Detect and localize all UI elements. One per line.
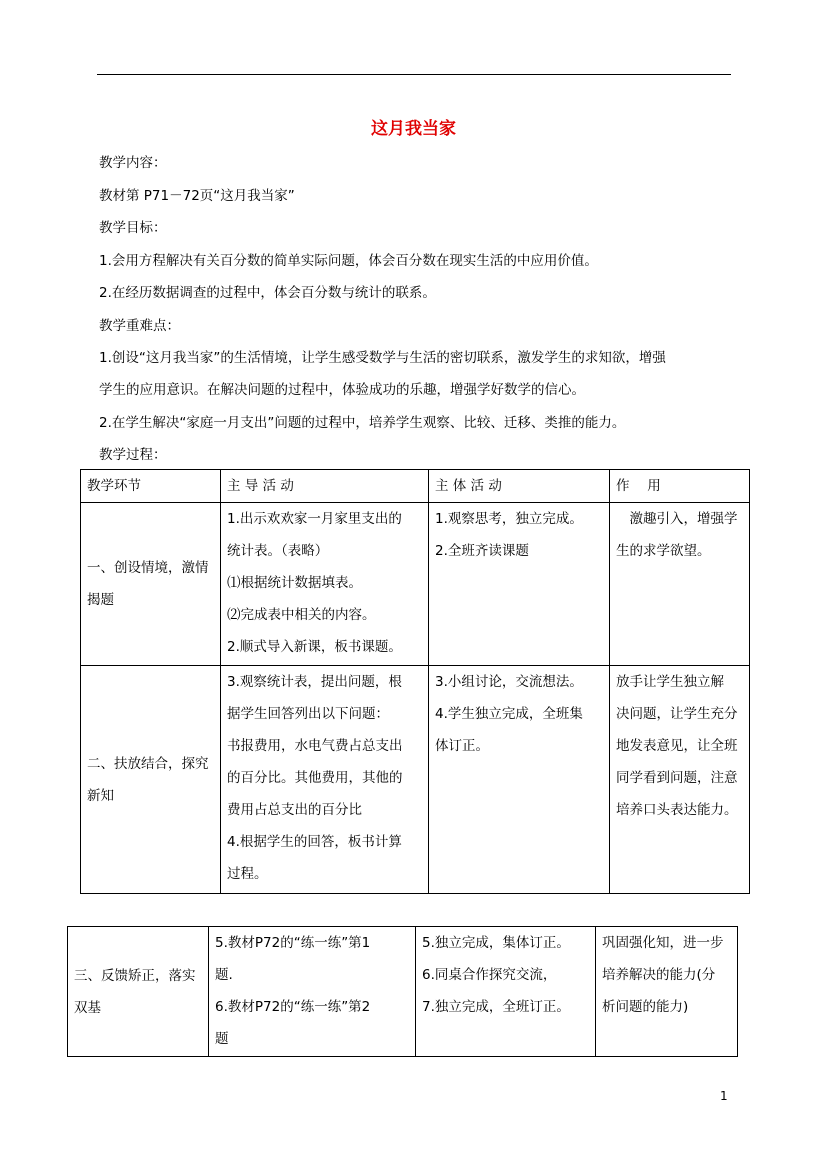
lead-activity-cell: 3.观察统计表，提出问题，根 据学生回答列出以下问题： 书报费用，水电气费占总支出 的百分比。其他费用，其他的 费用占总支出的百分比 4.根据学生的回答，板书计算 过程。 [221, 666, 429, 894]
lead-activity-cell: 1.出示欢欢家一月家里支出的 统计表。（表略） ⑴根据统计数据填表。 ⑵完成表中相关的内容。 2.顺式导入新课，板书课题。 [221, 503, 429, 666]
text-line: 教材第 P71－72页“这月我当家” [99, 188, 295, 204]
header-lead: 主 导 活 动 [221, 470, 429, 503]
teaching-process-table-continued [67, 926, 738, 1057]
table-row [81, 503, 750, 666]
stage-cell: 二、扶放结合，探究 新知 [81, 666, 221, 894]
text-line: 教学内容： [99, 155, 167, 171]
page-number: 1 [720, 1089, 728, 1103]
table-header-row [81, 470, 750, 503]
text-line: 1.会用方程解决有关百分数的简单实际问题，体会百分数在现实生活的中应用价值。 [99, 253, 598, 269]
stage-cell: 三、反馈矫正，落实 双基 [68, 927, 209, 1057]
effect-cell: 巩固强化知，进一步 培养解决的能力(分 析问题的能力) [596, 927, 738, 1057]
header-rule [97, 74, 731, 75]
table-row [81, 666, 750, 894]
text-line: 学生的应用意识。在解决问题的过程中，体验成功的乐趣，增强学好数学的信心。 [99, 382, 585, 398]
lead-activity-cell: 5.教材P72的“练一练”第1 题. 6.教材P72的“练一练”第2 题 [209, 927, 416, 1057]
header-effect: 作 用 [610, 470, 750, 503]
header-student: 主 体 活 动 [429, 470, 610, 503]
text-line: 教学目标： [99, 220, 167, 236]
text-line: 教学过程： [99, 447, 167, 463]
stage-cell: 一、创设情境，激情 揭题 [81, 503, 221, 666]
text-line: 2.在学生解决“家庭一月支出”问题的过程中，培养学生观察、比较、迁移、类推的能力。 [99, 415, 626, 431]
student-activity-cell: 1.观察思考，独立完成。 2.全班齐读课题 [429, 503, 610, 666]
page-title: 这月我当家 [371, 119, 456, 139]
table-row [68, 927, 738, 1057]
header-stage: 教学环节 [81, 470, 221, 503]
text-line: 2.在经历数据调查的过程中，体会百分数与统计的联系。 [99, 285, 436, 301]
student-activity-cell: 3.小组讨论，交流想法。 4.学生独立完成，全班集 体订正。 [429, 666, 610, 894]
effect-cell: 激趣引入，增强学 生的求学欲望。 [610, 503, 750, 666]
text-line: 1.创设“这月我当家”的生活情境，让学生感受数学与生活的密切联系，激发学生的求知欲，增强 [99, 350, 666, 366]
effect-cell: 放手让学生独立解 决问题，让学生充分 地发表意见，让全班 同学看到问题，注意 培养口头表达能力。 [610, 666, 750, 894]
teaching-process-table [80, 469, 750, 894]
student-activity-cell: 5.独立完成，集体订正。 6.同桌合作探究交流， 7.独立完成，全班订正。 [416, 927, 596, 1057]
text-line: 教学重难点： [99, 318, 180, 334]
